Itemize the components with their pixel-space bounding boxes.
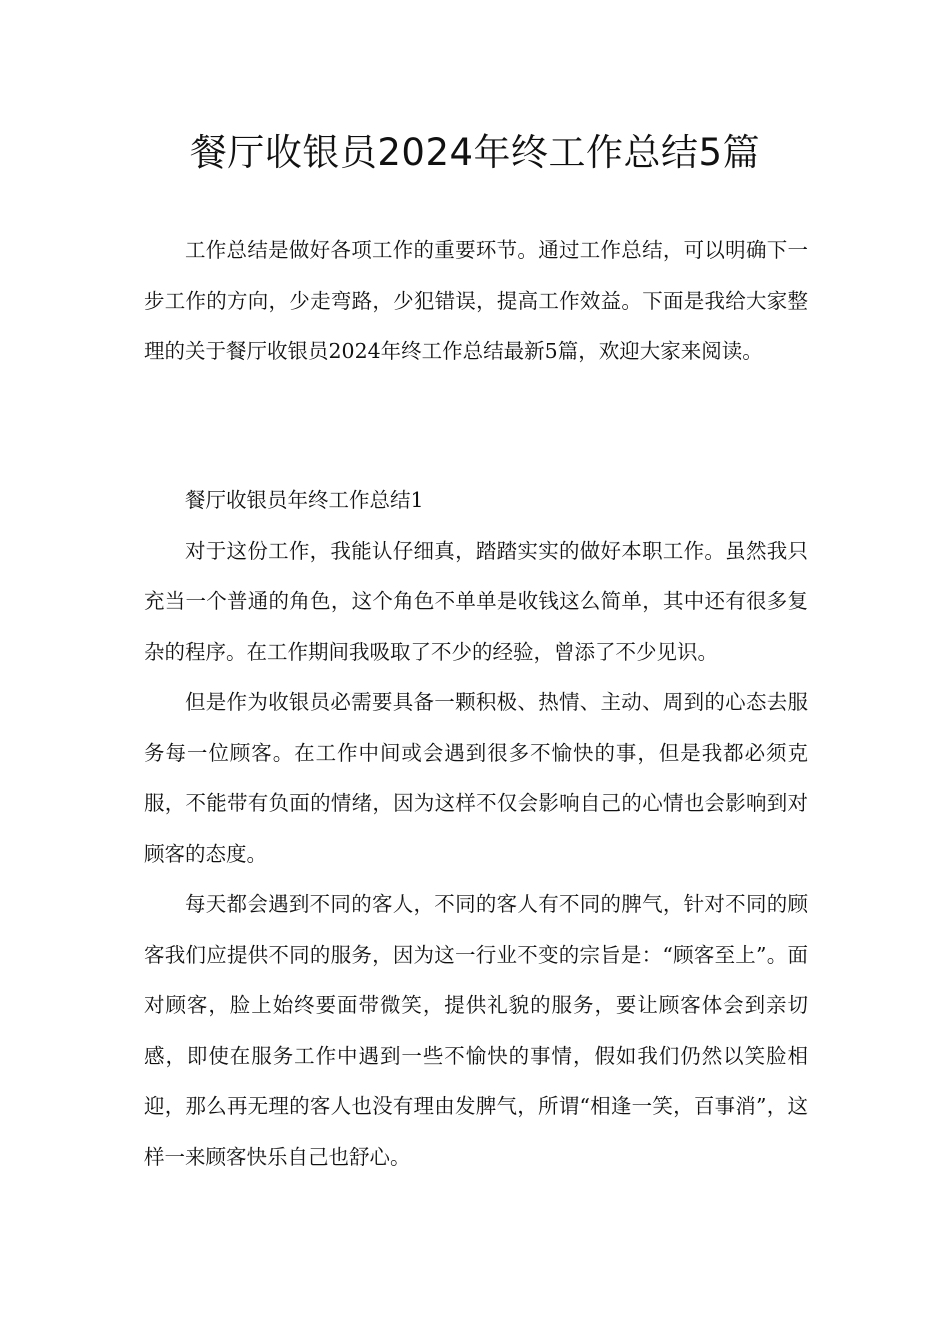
body-paragraph: 但是作为收银员必需要具备一颗积极、热情、主动、周到的心态去服务每一位顾客。在工作中间或会遇到很多不愉快的事，但是我都必须克服，不能带有负面的情绪，因为这样不仅会影响自己的心情也会影响到对顾客的态度。	[144, 690, 808, 866]
document-title: 餐厅收银员2024年终工作总结5篇	[189, 131, 761, 174]
intro-paragraph: 工作总结是做好各项工作的重要环节。通过工作总结，可以明确下一步工作的方向，少走弯路，少犯错误，提高工作效益。下面是我给大家整理的关于餐厅收银员2024年终工作总结最新5篇，欢迎大家来阅读。	[144, 238, 808, 363]
body-paragraph: 对于这份工作，我能认仔细真，踏踏实实的做好本职工作。虽然我只充当一个普通的角色，这个角色不单单是收钱这么简单，其中还有很多复杂的程序。在工作期间我吸取了不少的经验，曾添了不少见识。	[144, 538, 808, 664]
section-heading: 餐厅收银员年终工作总结1	[185, 488, 424, 512]
intro-block	[144, 225, 808, 377]
section-1	[144, 475, 808, 1182]
body-paragraph: 每天都会遇到不同的客人，不同的客人有不同的脾气，针对不同的顾客我们应提供不同的服务，因为这一行业不变的宗旨是：“顾客至上”。面对顾客，脸上始终要面带微笑，提供礼貌的服务，要让顾客体会到亲切感，即使在服务工作中遇到一些不愉快的事情，假如我们仍然以笑脸相迎，那么再无理的客人也没有理由发脾气，所谓“相逢一笑，百事消”，这样一来顾客快乐自己也舒心。	[144, 892, 808, 1169]
